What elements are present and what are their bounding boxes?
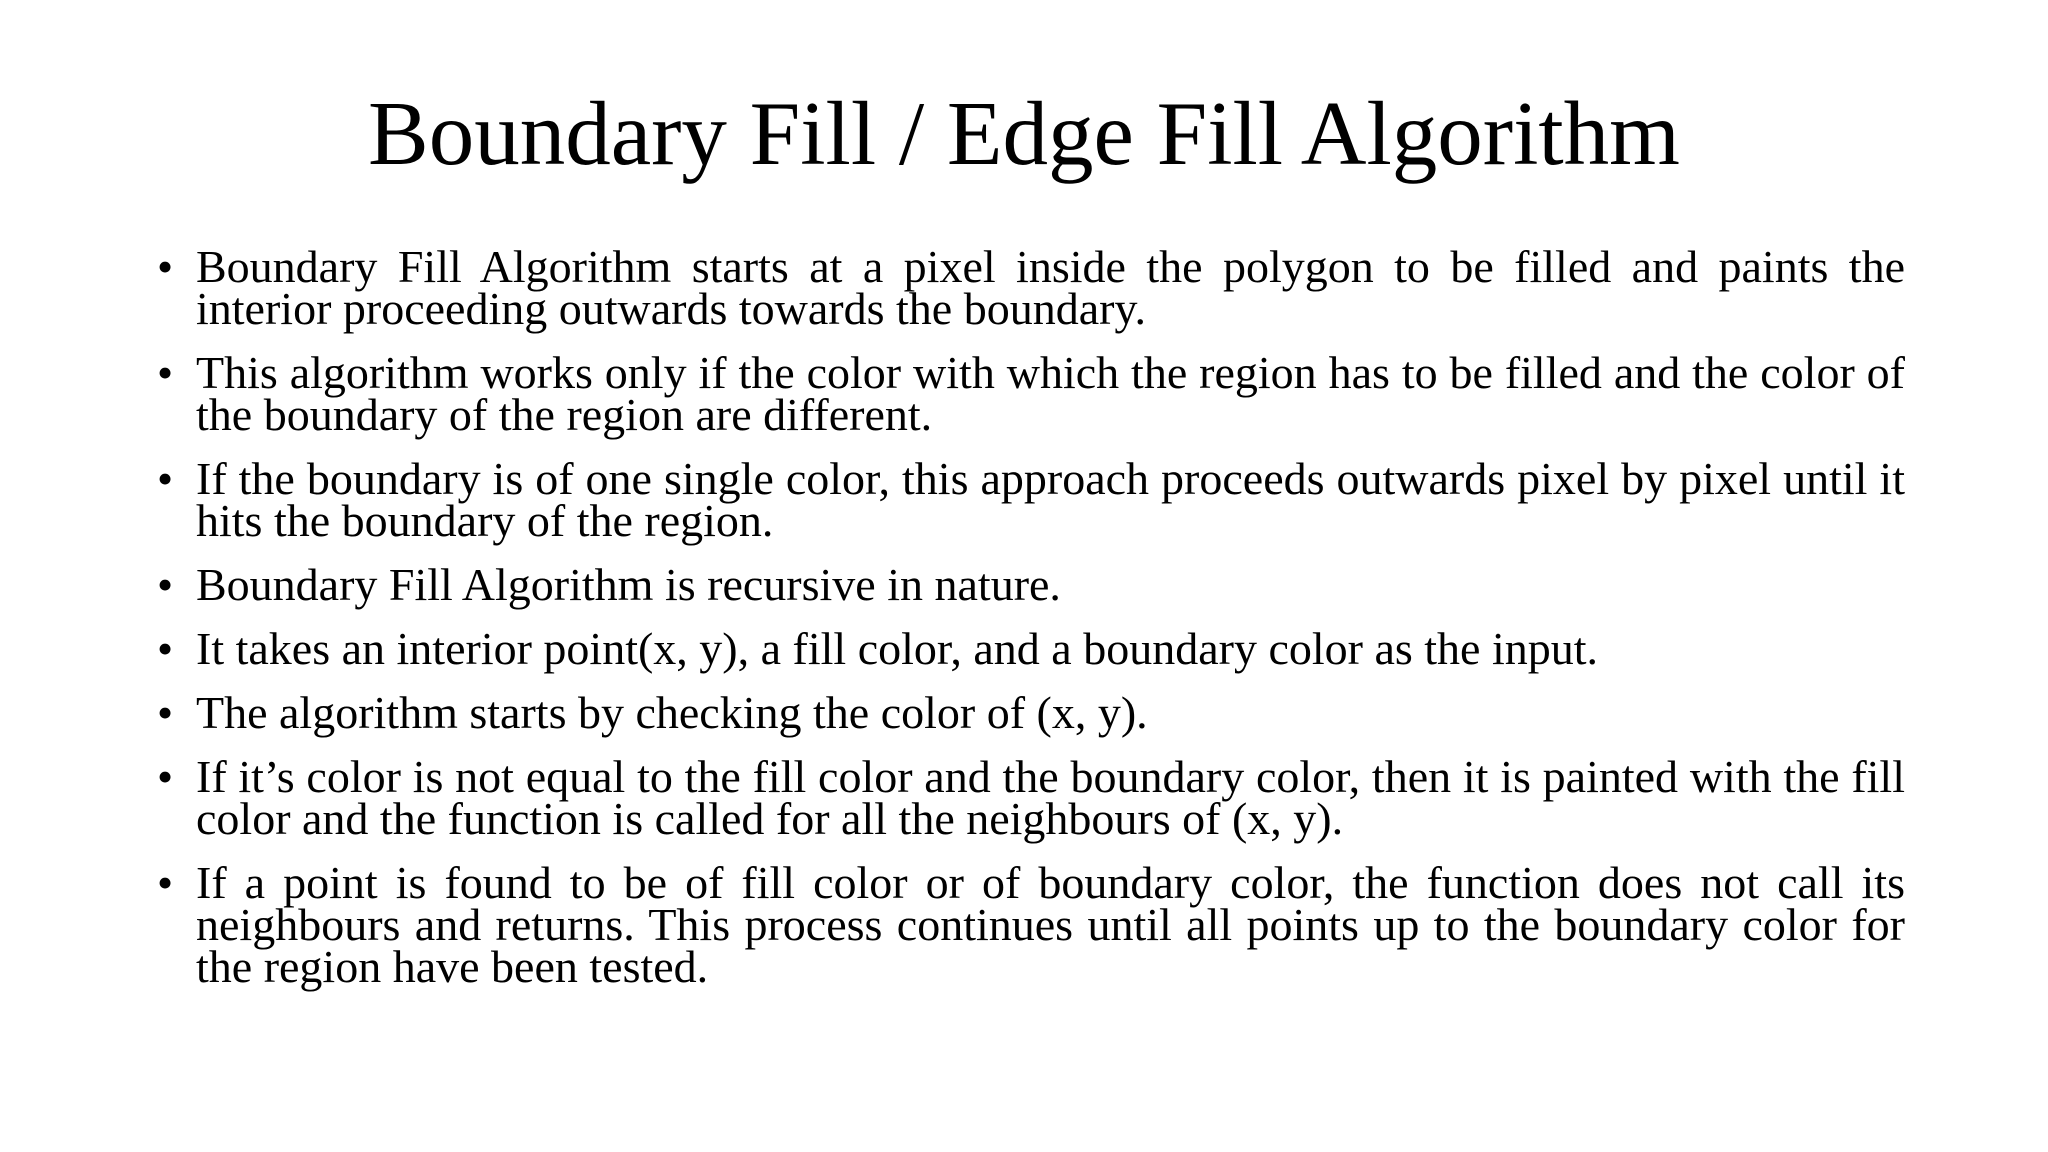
bullet-item xyxy=(157,623,1905,674)
bullet-item xyxy=(157,347,1905,440)
bullet-marker: • xyxy=(157,453,174,504)
bullet-item xyxy=(157,559,1905,610)
bullet-marker: • xyxy=(157,623,174,674)
bullet-text: If a point is found to be of fill color or of boundary color, the function does not call its neighbours and returns. This process continues until all points up to the boundary color for the region have been tested. xyxy=(196,857,1905,992)
bullet-marker: • xyxy=(157,559,174,610)
bullet-marker: • xyxy=(157,347,174,398)
bullet-marker: • xyxy=(157,751,174,802)
bullet-text: It takes an interior point(x, y), a fill color, and a boundary color as the input. xyxy=(196,623,1599,674)
bullet-marker: • xyxy=(157,857,174,908)
slide-title: Boundary Fill / Edge Fill Algorithm xyxy=(368,83,1680,184)
bullet-list xyxy=(157,241,1905,1010)
bullet-item xyxy=(157,857,1905,992)
bullet-text: If the boundary is of one single color, this approach proceeds outwards pixel by pixel until it hits the boundary of the region. xyxy=(196,453,1905,546)
bullet-text: The algorithm starts by checking the color of (x, y). xyxy=(196,687,1148,738)
bullet-text: Boundary Fill Algorithm is recursive in nature. xyxy=(196,559,1061,610)
bullet-item xyxy=(157,241,1905,334)
bullet-text: If it’s color is not equal to the fill color and the boundary color, then it is painted with the fill color and the function is called for all the neighbours of (x, y). xyxy=(196,751,1905,844)
bullet-marker: • xyxy=(157,687,174,738)
bullet-text: Boundary Fill Algorithm starts at a pixel inside the polygon to be filled and paints the interior proceeding outwards towards the boundary. xyxy=(196,241,1905,334)
bullet-item xyxy=(157,453,1905,546)
bullet-item xyxy=(157,751,1905,844)
bullet-text: This algorithm works only if the color with which the region has to be filled and the color of the boundary of the region are different. xyxy=(196,347,1905,440)
bullet-item xyxy=(157,687,1905,738)
bullet-marker: • xyxy=(157,241,174,292)
